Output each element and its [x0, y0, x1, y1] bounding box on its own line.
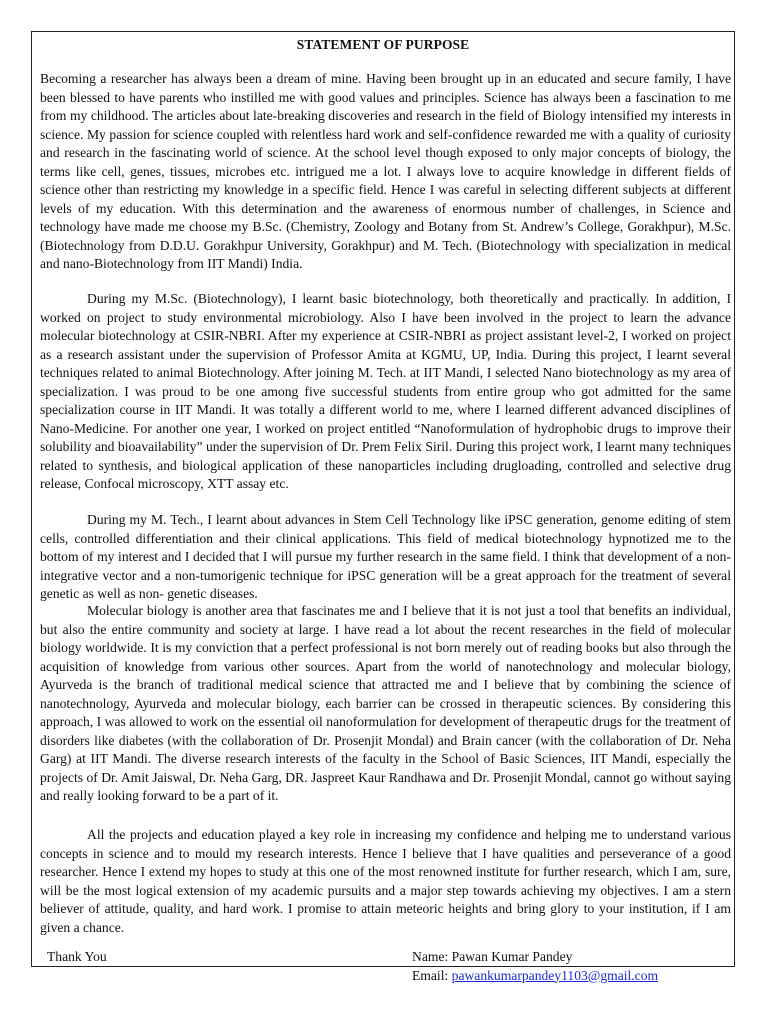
document-title: STATEMENT OF PURPOSE [296, 37, 470, 52]
paragraph-msc-experience: During my M.Sc. (Biotechnology), I learnt basic biotechnology, both theoretically and practically. In addition, I worked on project to study environmental microbiology. Also I have been involved in the project to learn the advance molecular biotechnology at CSIR-NBRI. After my experience at CSIR-NBRI as project assistant level-2, I worked on project as a research assistant under the supervision of Professor Amita at KGMU, UP, India. During this project, I learnt several techniques related to animal Biotechnology. After joining M. Tech. at IIT Mandi, I selected Nano biotechnology as my area of specialization. I was proud to be one among five successful students from entire group who got admitted for the same specialization course in IIT Mandi. It was totally a different world to me, where I learned different advanced disciplines of Nano-Medicine. For another one year, I worked on project entitled “Nanoformulation of hydrophobic drugs to improve their solubility and bioavailability” under the supervision of Dr. Prem Felix Siril. During this project work, I learnt many techniques related to synthesis, and biological application of these nanoparticles including drugloading, controlled and selective drug release, Confocal microscopy, XTT assay etc. [40, 291, 731, 491]
closing-thank-you: Thank You [47, 949, 107, 964]
signature-name: Name: Pawan Kumar Pandey [412, 949, 573, 964]
paragraph-introduction: Becoming a researcher has always been a dream of mine. Having been brought up in an educated and secure family, I have been blessed to have parents who instilled me with good values and principles. Science has always been a fascination to me from my childhood. The articles about late-breaking discoveries and research in the field of Biology intensified my interests in science. My passion for science coupled with relentless hard work and self-confidence rewarded me with a quality of curiosity and research in the fascinating world of science. At the school level though exposed to only major concepts of biology, the terms like cell, genes, tissues, microbes etc. intrigued me a lot. I always love to acquire knowledge in different fields of science other than restricting my knowledge in a specific field. Hence I was careful in selecting different subjects at different levels of my education. With this determination and the awareness of enormous number of challenges, in Science and technology have made me choose my B.Sc. (Chemistry, Zoology and Botany from St. Andrew’s College, Gorakhpur), M.Sc. (Biotechnology from D.D.U. Gorakhpur University, Gorakhpur) and M. Tech. (Biotechnology with specialization in medical and nano-Biotechnology from IIT Mandi) India. [40, 71, 731, 271]
email-label: Email: [412, 967, 449, 983]
paragraph-conclusion: All the projects and education played a key role in increasing my confidence and helping me to understand various concepts in science and to mould my research interests. Hence I believe that I have qualities and perseverance of a good researcher. Hence I extend my hopes to study at this one of the most renowned institute for further research, which I am, sure, will be the most logical extension of my academic pursuits and a major step towards achieving my objectives. I am a stern believer of attitude, quality, and hard work. I promise to attain meteoric heights and bring glory to your institution, if I am given a chance. [40, 827, 731, 935]
email-link[interactable]: pawankumarpandey1103@gmail.com [451, 967, 659, 983]
signature-block [412, 948, 658, 985]
paragraph-molecular-biology: Molecular biology is another area that fascinates me and I believe that it is not just a tool that benefits an individual, but also the entire community and society at large. I have read a lot about the recent researches in the field of molecular biology worldwide. It is my conviction that a perfect professional is not born merely out of reading books but also through the acquisition of knowledge from various other sources. Apart from the world of nanotechnology and molecular biology, Ayurveda is the branch of traditional medical science that attracted me and I believe that by combining the science of nanotechnology, Ayurveda and molecular biology, each barrier can be crossed in therapeutic sciences. By considering this approach, I was allowed to work on the essential oil nanoformulation for development of therapeutic drugs for the treatment of disorders like diabetes (with the collaboration of Dr. Prosenjit Mondal) and Brain cancer (with the collaboration of Dr. Neha Garg) at IIT Mandi. The diverse research interests of the faculty in the School of Basic Sciences, IIT Mandi, especially the projects of Dr. Amit Jaiswal, Dr. Neha Garg, DR. Jaspreet Kaur Randhawa and Dr. Prosenjit Mondal, cannot go without saying and really looking forward to be a part of it. [40, 603, 731, 803]
signature-email-line [412, 967, 658, 986]
paragraph-mtech-stem-cells: During my M. Tech., I learnt about advances in Stem Cell Technology like iPSC generation, genome editing of stem cells, controlled differentiation and their clinical applications. This field of medical biotechnology hypnotized me to the bottom of my interest and I decided that I will pursue my further research in the same field. I think that development of a non-integrative vector and a non-tumorigenic technique for iPSC generation will be a great approach for the treatment of several genetic as well as non- genetic diseases. [40, 512, 731, 601]
